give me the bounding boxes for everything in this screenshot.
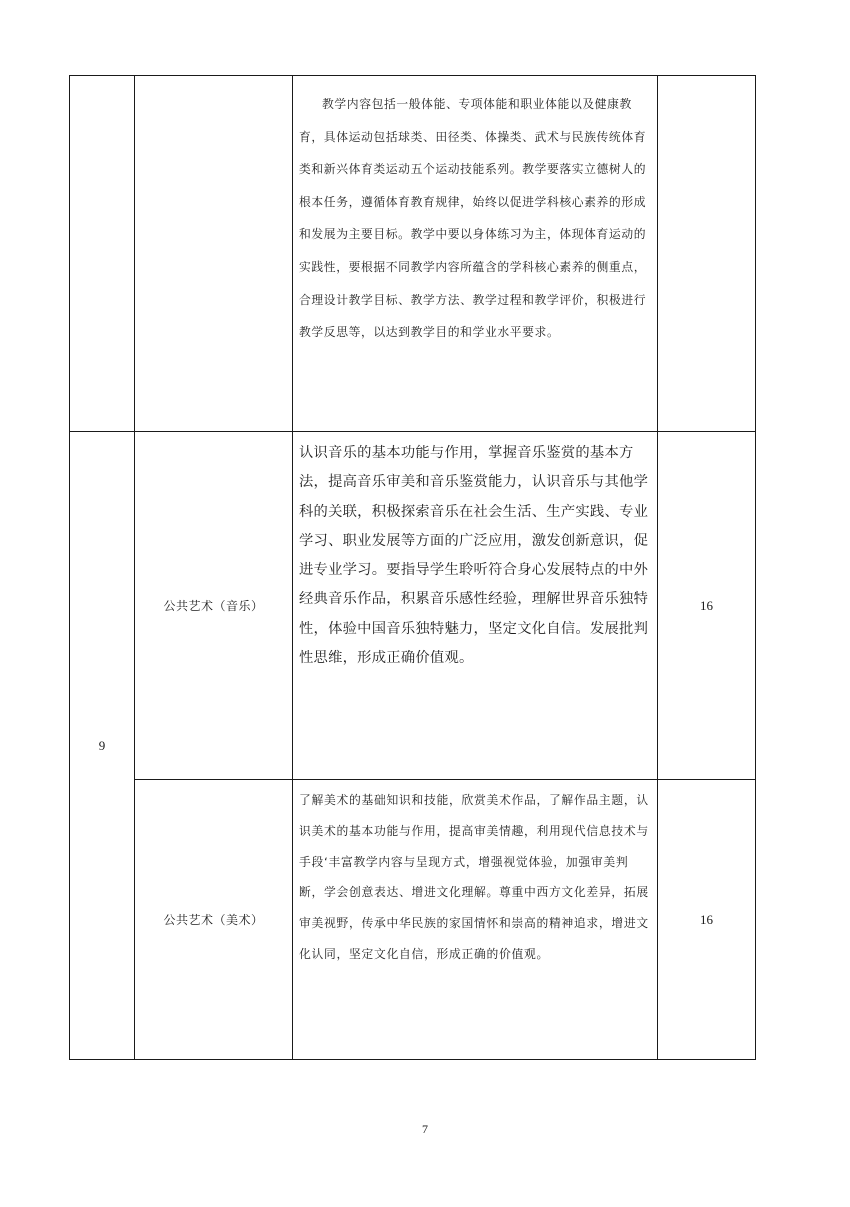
class-hours-cell — [658, 76, 756, 432]
course-content-cell: 认识音乐的基本功能与作用，掌握音乐鉴赏的基本方法，提高音乐审美和音乐鉴赏能力，认识音乐与其他学科的关联，积极探索音乐在社会生活、生产实践、专业学习、职业发展等方面的广泛应用，激发创新意识，促进专业学习。要指导学生聆听符合身心发展特点的中外经典音乐作品，积累音乐感性经验，理解世界音乐独特性，体验中国音乐独特魅力，坚定文化自信。发展批判性思维，形成正确价值观。 — [293, 432, 658, 780]
class-hours-cell: 16 — [658, 780, 756, 1060]
row-number-cell: 9 — [70, 432, 135, 1060]
row-number-cell — [70, 76, 135, 432]
curriculum-table — [69, 75, 756, 1060]
table-row — [70, 432, 756, 780]
course-content-cell: 教学内容包括一般体能、专项体能和职业体能以及健康教育，具体运动包括球类、田径类、体操类、武术与民族传统体育类和新兴体育类运动五个运动技能系列。教学要落实立德树人的根本任务，遵循体育教育规律，始终以促进学科核心素养的形成和发展为主要目标。教学中要以身体练习为主，体现体育运动的实践性，要根据不同教学内容所蕴含的学科核心素养的侧重点，合理设计教学目标、教学方法、教学过程和教学评价，积极进行教学反思等，以达到教学目的和学业水平要求。 — [293, 76, 658, 432]
course-name-cell — [135, 76, 293, 432]
page-number: 7 — [422, 1122, 428, 1136]
table-row — [70, 780, 756, 1060]
course-content-cell: 了解美术的基础知识和技能，欣赏美术作品，了解作品主题，认识美术的基本功能与作用，提高审美情趣，利用现代信息技术与手段‘丰富教学内容与呈现方式，增强视觉体验，加强审美判断，学会创意表达、增进文化理解。尊重中西方文化差异，拓展审美视野，传承中华民族的家国情怀和崇高的精神追求，增进文化认同，坚定文化自信，形成正确的价值观。 — [293, 780, 658, 1060]
course-name-cell: 公共艺术（美术） — [135, 780, 293, 1060]
table-row — [70, 76, 756, 432]
class-hours-cell: 16 — [658, 432, 756, 780]
course-name-cell: 公共艺术（音乐） — [135, 432, 293, 780]
